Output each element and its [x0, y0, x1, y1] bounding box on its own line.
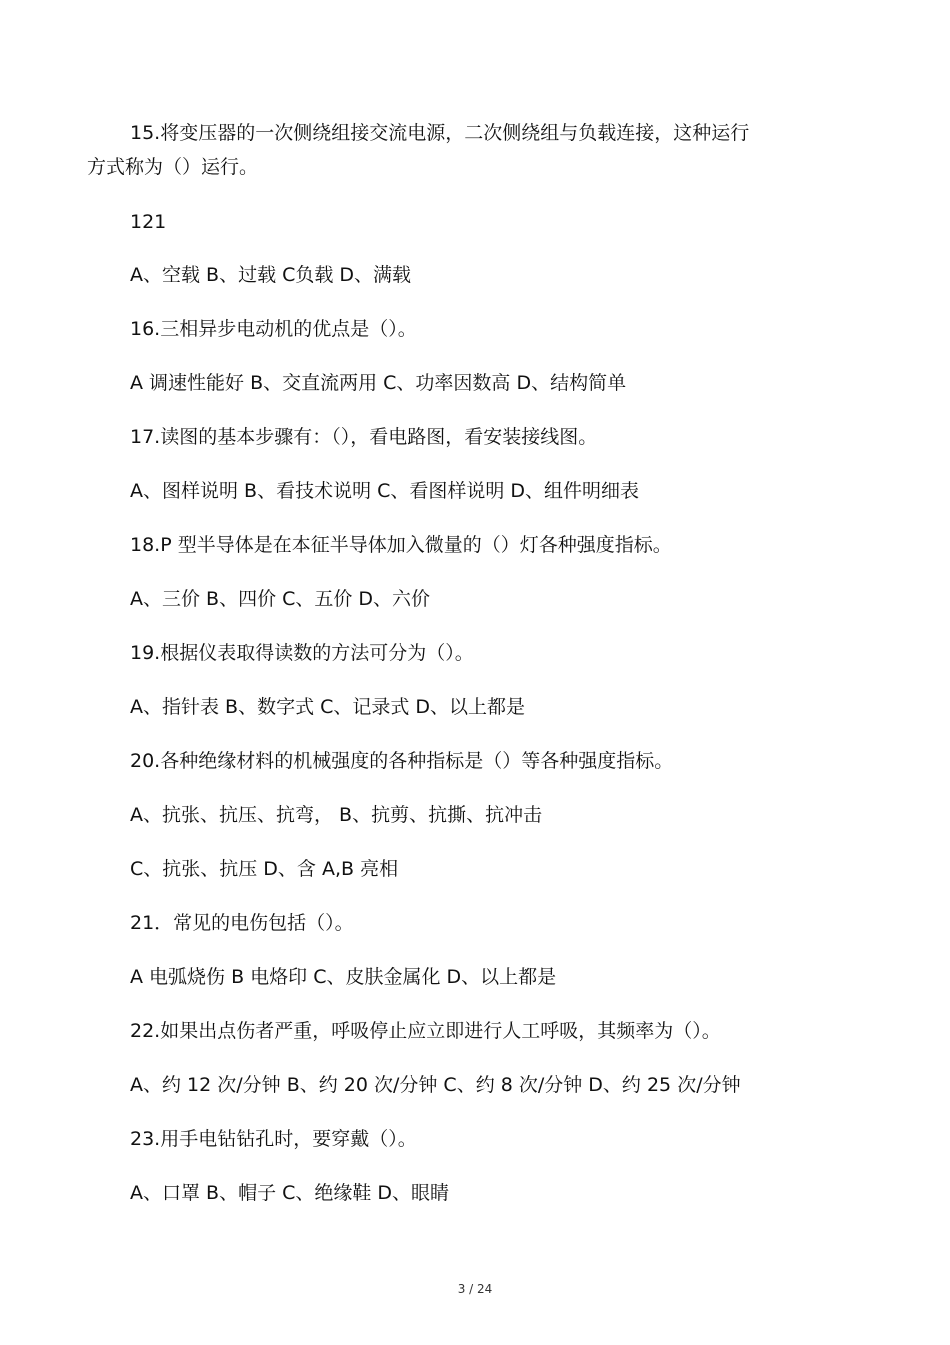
question-18: 18.P 型半导体是在本征半导体加入微量的（）灯各种强度指标。 [130, 534, 672, 556]
stray-number: 121 [130, 211, 167, 233]
question-16: 16.三相异步电动机的优点是（）。 [130, 318, 417, 340]
question-15-line-2: 方式称为（）运行。 [87, 156, 259, 178]
question-23-options: A、口罩 B、帽子 C、绝缘鞋 D、眼睛 [130, 1182, 450, 1204]
question-22: 22.如果出点伤者严重，呼吸停止应立即进行人工呼吸，其频率为（）。 [130, 1020, 721, 1042]
question-17-options: A、图样说明 B、看技术说明 C、看图样说明 D、组件明细表 [130, 480, 640, 502]
question-21-options: A 电弧烧伤 B 电烙印 C、皮肤金属化 D、以上都是 [130, 966, 557, 988]
question-17: 17.读图的基本步骤有：（），看电路图，看安装接线图。 [130, 426, 598, 448]
question-22-options: A、约 12 次/分钟 B、约 20 次/分钟 C、约 8 次/分钟 D、约 25 次/分钟 [130, 1074, 741, 1096]
question-21: 21．常见的电伤包括（）。 [130, 912, 354, 934]
question-19-options: A、指针表 B、数字式 C、记录式 D、以上都是 [130, 696, 526, 718]
question-18-options: A、三价 B、四价 C、五价 D、六价 [130, 588, 431, 610]
question-20: 20.各种绝缘材料的机械强度的各种指标是（）等各种强度指标。 [130, 750, 674, 772]
question-20-options-2: C、抗张、抗压 D、含 A,B 亮相 [130, 858, 399, 880]
question-15-options: A、空载 B、过载 C负载 D、满载 [130, 264, 412, 286]
question-19: 19.根据仪表取得读数的方法可分为（）。 [130, 642, 474, 664]
page-number: 3 / 24 [457, 1282, 493, 1296]
question-15-line-1: 15.将变压器的一次侧绕组接交流电源，二次侧绕组与负载连接，这种运行 [130, 122, 750, 144]
question-16-options: A 调速性能好 B、交直流两用 C、功率因数高 D、结构简单 [130, 372, 627, 394]
question-23: 23.用手电钻钻孔时，要穿戴（）。 [130, 1128, 417, 1150]
question-20-options-1: A、抗张、抗压、抗弯， B、抗剪、抗撕、抗冲击 [130, 804, 543, 826]
